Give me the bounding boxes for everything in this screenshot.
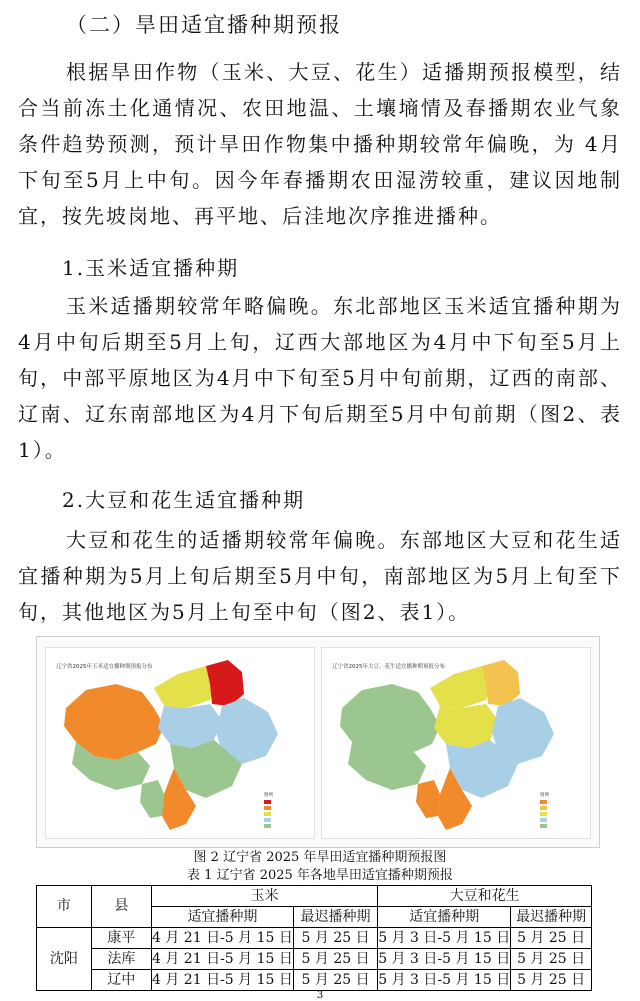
header-corn-suitable: 适宜播种期: [152, 907, 294, 928]
soy-latest-cell: 5 月 25 日: [511, 949, 592, 970]
city-cell: 沈阳: [37, 928, 92, 991]
county-cell: 康平: [91, 928, 151, 949]
corn-suitable-cell: 4 月 21 日-5 月 15 日: [152, 928, 294, 949]
legend-title: 图例: [540, 793, 549, 798]
header-corn-latest: 最迟播种期: [293, 907, 377, 928]
subheading-corn: 1.玉米适宜播种期: [62, 256, 240, 280]
header-county: 县: [91, 886, 151, 928]
figure-caption: 图 2 辽宁省 2025 年旱田适宜播种期预报图: [193, 850, 447, 865]
sowing-period-table: [36, 885, 592, 991]
figure-2: [36, 636, 600, 848]
soy-latest-cell: 5 月 25 日: [511, 928, 592, 949]
region-coast: [140, 780, 164, 818]
legend-swatch: [264, 800, 271, 804]
soy-map-title: 辽宁省2025年大豆、花生适宜播种期预报分布: [332, 664, 445, 670]
legend-swatch: [264, 812, 271, 816]
legend-row: [540, 823, 586, 829]
legend-swatch: [264, 818, 271, 822]
corn-suitable-cell: 4 月 21 日-5 月 15 日: [152, 970, 294, 991]
table-header-row: [37, 886, 592, 907]
region-northeast: [206, 660, 244, 706]
table-caption: 表 1 辽宁省 2025 年各地旱田适宜播种期预报: [187, 868, 453, 883]
legend-swatch: [540, 818, 547, 822]
legend-swatch: [264, 824, 271, 828]
soy-peanut-sowing-map: [321, 647, 591, 839]
soy-suitable-cell: 5 月 3 日-5 月 15 日: [378, 928, 511, 949]
corn-map-title: 辽宁省2025年玉米适宜播种期预报分布: [56, 664, 153, 670]
legend-swatch: [540, 800, 547, 804]
page-number: 3: [316, 990, 324, 1001]
corn-map-legend: [264, 792, 310, 829]
header-corn: 玉米: [152, 886, 378, 907]
table-row: [37, 928, 592, 949]
legend-swatch: [540, 806, 547, 810]
soy-suitable-cell: 5 月 3 日-5 月 15 日: [378, 970, 511, 991]
paragraph-overview: 根据旱田作物（玉米、大豆、花生）适播期预报模型，结合当前冻土化通情况、农田地温、土壤墒情及春播期农业气象条件趋势预测，预计旱田作物集中播种期较常年偏晚，为 4月下旬至5月上中旬。因今年春播期农田湿涝较重，建议因地制宜，按先坡岗地、再平地、后洼地次序推进播种。: [18, 60, 622, 228]
paragraph-corn: 玉米适播期较常年略偏晚。东北部地区玉米适宜播种期为4月中旬后期至5月上旬，辽西大部地区为4月中下旬至5月上旬，中部平原地区为4月中下旬至5月中旬前期，辽西的南部、辽南、辽东南部地区为4月下旬后期至5月中旬前期（图2、表1）。: [18, 294, 622, 462]
table-row: [37, 949, 592, 970]
subheading-soy-peanut: 2.大豆和花生适宜播种期: [62, 488, 306, 512]
paragraph-soy-peanut: 大豆和花生的适播期较常年偏晚。东部地区大豆和花生适宜播种期为5月上旬后期至5月中旬，南部地区为5月上旬至下旬，其他地区为5月上旬至中旬（图2、表1）。: [18, 528, 622, 624]
legend-row: [264, 823, 310, 829]
soy-suitable-cell: 5 月 3 日-5 月 15 日: [378, 949, 511, 970]
corn-suitable-cell: 4 月 21 日-5 月 15 日: [152, 949, 294, 970]
legend-swatch: [540, 812, 547, 816]
corn-latest-cell: 5 月 25 日: [293, 949, 377, 970]
county-cell: 法库: [91, 949, 151, 970]
county-cell: 辽中: [91, 970, 151, 991]
region-northeast: [482, 660, 520, 706]
legend-swatch: [264, 806, 271, 810]
soy-map-legend: [540, 792, 586, 829]
table-row: [37, 970, 592, 991]
region-coast: [416, 780, 440, 818]
header-soy-peanut: 大豆和花生: [378, 886, 592, 907]
legend-swatch: [540, 824, 547, 828]
header-soy-suitable: 适宜播种期: [378, 907, 511, 928]
corn-sowing-map: [45, 647, 315, 839]
legend-title: 图例: [264, 793, 273, 798]
header-soy-latest: 最迟播种期: [511, 907, 592, 928]
corn-latest-cell: 5 月 25 日: [293, 970, 377, 991]
corn-latest-cell: 5 月 25 日: [293, 928, 377, 949]
section-heading: （二）旱田适宜播种期预报: [66, 13, 342, 37]
soy-latest-cell: 5 月 25 日: [511, 970, 592, 991]
header-city: 市: [37, 886, 92, 928]
